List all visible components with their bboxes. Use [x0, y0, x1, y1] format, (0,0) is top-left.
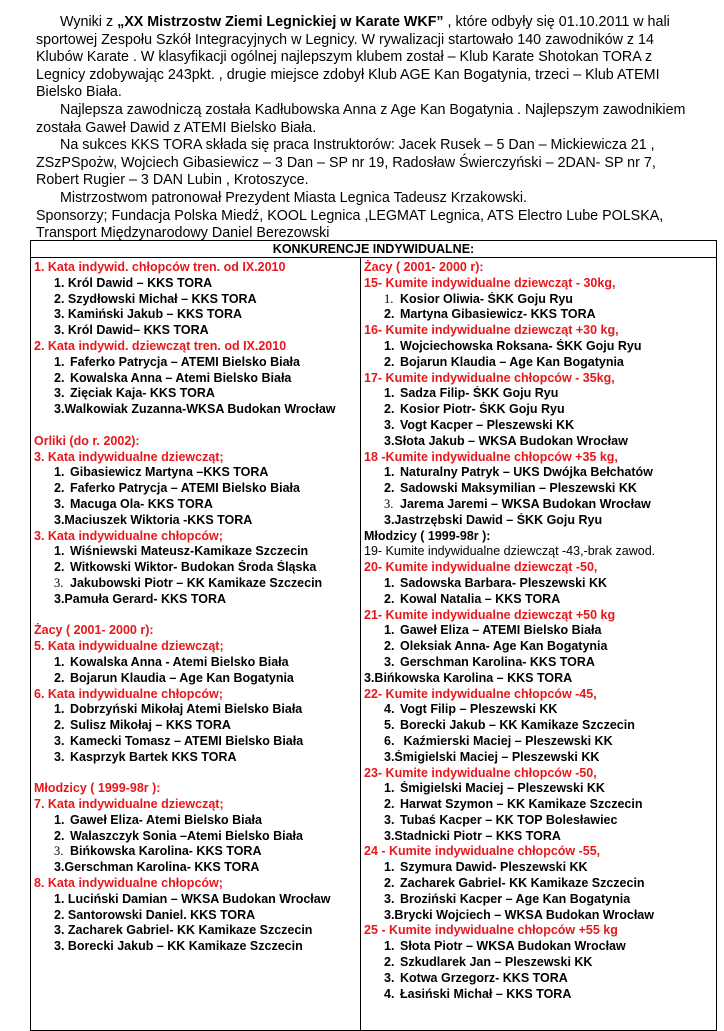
competitor-text: Gibasiewicz Martyna –KKS TORA [70, 465, 269, 480]
result-row [34, 671, 358, 687]
competitor-text: Śmigielski Maciej – Pleszewski KK [400, 781, 605, 796]
event-title: „XX Mistrzostw Ziemi Legnickiej w Karate WKF” [117, 14, 444, 30]
place-number: 2. [54, 718, 65, 733]
place-number: 4. [384, 986, 395, 1001]
result-row [34, 655, 358, 671]
result-row [34, 355, 358, 371]
result-row: 2. Szydłowski Michał – KKS TORA [54, 291, 257, 306]
place-number: 1. [384, 465, 395, 480]
category-heading: Żacy ( 2001- 2000 r): [364, 260, 484, 274]
category-heading: 17- Kumite indywidualne chłopców - 35kg, [364, 370, 615, 385]
place-number: 1. [54, 544, 65, 559]
category-heading: 2. Kata indywid. dziewcząt tren. od IX.2010 [34, 338, 287, 353]
result-row [364, 860, 714, 876]
result-row [34, 465, 358, 481]
competitor-text: Witkowski Wiktor- Budokan Środa Śląska [70, 560, 317, 575]
competitor-text: Macuga Ola- KKS TORA [70, 496, 213, 511]
place-number: 2. [384, 307, 395, 322]
place-number: 3. [384, 891, 395, 906]
result-row [34, 497, 358, 513]
place-number: 1. [384, 939, 395, 954]
category-heading: 20- Kumite indywidualne dziewcząt -50, [364, 560, 598, 575]
place-number: 3. [384, 812, 395, 827]
result-row [364, 623, 714, 639]
competitor-text: Broziński Kacper – Age Kan Bogatynia [400, 891, 631, 906]
place-number: 3. [54, 749, 65, 764]
competitor-text: Harwat Szymon – KK Kamikaze Szczecin [400, 797, 643, 812]
category-heading: 23- Kumite indywidualne chłopców -50, [364, 765, 597, 780]
place-number: 5. [384, 718, 395, 733]
result-row: 3.Słota Jakub – WKSA Budokan Wrocław [384, 433, 628, 448]
result-row: 3.Śmigielski Maciej – Pleszewski KK [384, 749, 600, 764]
place-number: 2. [54, 560, 65, 575]
place-number: 2. [384, 876, 395, 891]
intro-paragraph-5: Sponsorzy; Fundacja Polska Miedź, KOOL Legnica ,LEGMAT Legnica, ATS Electro Lube POLSKA, Transport Międzynarodowy Daniel Berezowski [36, 207, 664, 242]
result-row [364, 386, 714, 402]
result-row [364, 402, 714, 418]
competitor-text: Wojciechowska Roksana- ŚKK Goju Ryu [400, 338, 642, 353]
competitor-text: Vogt Filip – Pleszewski KK [400, 702, 558, 717]
result-row: 3.Jastrzębski Dawid – ŚKK Goju Ryu [384, 512, 603, 527]
competitor-text: Bojarun Klaudia – Age Kan Bogatynia [70, 670, 294, 685]
category-heading: 5. Kata indywidualne dziewcząt; [34, 639, 224, 654]
place-number: 4. [384, 702, 395, 717]
competitor-text: Faferko Patrycja – ATEMI Bielsko Biała [70, 354, 300, 369]
category-heading: 3. Kata indywidualne chłopców; [34, 528, 223, 543]
place-number: 2. [384, 354, 395, 369]
place-number: 2. [384, 797, 395, 812]
results-table [30, 240, 717, 1031]
category-heading: 24 - Kumite indywidualne chłopców -55, [364, 844, 601, 859]
competitor-text: Kamecki Tomasz – ATEMI Bielsko Biała [70, 733, 304, 748]
place-number: 1. [384, 338, 395, 353]
result-row [364, 592, 714, 608]
category-heading: 8. Kata indywidualne chłopców; [34, 876, 223, 891]
competitor-text: Dobrzyński Mikołaj Atemi Bielsko Biała [70, 702, 303, 717]
place-number: 1. [384, 860, 395, 875]
result-row: Młodzicy ( 1999-98r ): [364, 528, 491, 543]
place-number: 2. [54, 828, 65, 843]
result-row [364, 718, 714, 734]
result-row [364, 734, 714, 750]
result-row [364, 465, 714, 481]
place-number: 1. [54, 654, 65, 669]
competitor-text: Kasprzyk Bartek KKS TORA [70, 749, 237, 764]
place-number: 2. [384, 639, 395, 654]
result-row [364, 339, 714, 355]
place-number: 2. [54, 670, 65, 685]
competitor-text: Sadza Filip- ŚKK Goju Ryu [400, 386, 559, 401]
place-number: 2. [54, 370, 65, 385]
place-number: 6. [384, 733, 395, 748]
result-row [364, 781, 714, 797]
place-number: 2. [384, 591, 395, 606]
result-row [364, 292, 714, 308]
place-number: 3. [384, 496, 394, 511]
spacer [34, 766, 358, 782]
result-row: 3. Zacharek Gabriel- KK Kamikaze Szczecin [54, 923, 313, 938]
result-row [34, 371, 358, 387]
intro-paragraph-3: Na sukces KKS TORA składa się praca Instruktorów: Jacek Rusek – 5 Dan – Mickiewicza 21 , ZSzPSpożw, Wojciech Gibasiewicz – 3 Dan – SP nr 19, Radosław Świerczyński – 2DAN- SP nr 7, Robert Rugier – 3 DAN Lubin , Krotoszyce. [36, 137, 656, 189]
place-number: 1. [54, 354, 65, 369]
place-number: 3. [54, 844, 64, 859]
competitor-text: Kotwa Grzegorz- KKS TORA [400, 970, 568, 985]
place-number: 2. [54, 481, 65, 496]
spacer [34, 418, 358, 434]
competitor-text: Łasiński Michał – KKS TORA [400, 986, 572, 1001]
result-row [364, 955, 714, 971]
result-row: 3.Stadnicki Piotr – KKS TORA [384, 828, 561, 843]
place-number: 1. [384, 575, 395, 590]
result-row [364, 971, 714, 987]
result-row [364, 892, 714, 908]
place-number: 3. [54, 733, 65, 748]
competitor-text: Kaźmierski Maciej – Pleszewski KK [400, 733, 613, 748]
competitor-text: Bojarun Klaudia – Age Kan Bogatynia [400, 354, 624, 369]
competitor-text: Sulisz Mikołaj – KKS TORA [70, 718, 231, 733]
competitor-text: Kowal Natalia – KKS TORA [400, 591, 561, 606]
competitor-text: Szkudlarek Jan – Pleszewski KK [400, 955, 593, 970]
result-row: 1. Luciński Damian – WKSA Budokan Wrocław [54, 891, 331, 906]
competitor-text: Borecki Jakub – KK Kamikaze Szczecin [400, 718, 635, 733]
intro-p1-post: , które odbyły się 01.10.2011 w hali sportowej Zespołu Szkół Integracyjnych w Legnicy. W rywalizacji startowało 140 zawodników z 14 Klubów Karate . W klasyfikacji ogólnej najlepszym klubem został – Klub Karate Shotokan TORA z Legnicy zdobywając 243pkt. , drugie miejsce zdobył Klub AGE Kan Bogatynia, trzeci – Klub ATEMI Bielsko Biała. [36, 14, 670, 101]
place-number: 2. [384, 402, 395, 417]
competitor-text: Kowalska Anna - Atemi Bielsko Biała [70, 654, 289, 669]
competitor-text: Zacharek Gabriel- KK Kamikaze Szczecin [400, 876, 645, 891]
place-number: 3. [384, 417, 395, 432]
result-row [364, 655, 714, 671]
result-row [364, 939, 714, 955]
result-row [364, 481, 714, 497]
competitor-text: Kosior Piotr- ŚKK Goju Ryu [400, 402, 565, 417]
competitor-text: Vogt Kacper – Pleszewski KK [400, 417, 575, 432]
place-number: 2. [384, 955, 395, 970]
category-heading: 21- Kumite indywidualne dziewcząt +50 kg [364, 607, 616, 622]
intro-paragraph-4: Mistrzostwom patronował Prezydent Miasta Legnica Tadeusz Krzakowski. [60, 189, 527, 206]
result-row [364, 702, 714, 718]
intro-paragraph-1 [36, 14, 690, 102]
result-row [364, 876, 714, 892]
result-row: 3.Maciuszek Wiktoria -KKS TORA [54, 512, 253, 527]
result-row [364, 355, 714, 371]
competitor-text: Gaweł Eliza- Atemi Bielsko Biała [70, 812, 262, 827]
competitor-text: Gerschman Karolina- KKS TORA [400, 654, 595, 669]
competitor-text: Słota Piotr – WKSA Budokan Wrocław [400, 939, 626, 954]
result-row [34, 750, 358, 766]
place-number: 1. [384, 781, 395, 796]
result-row [34, 718, 358, 734]
category-heading: 18 -Kumite indywidualne chłopców +35 kg, [364, 449, 618, 464]
place-number: 3. [54, 386, 65, 401]
place-number: 3. [54, 496, 65, 511]
competitor-text: Sadowska Barbara- Pleszewski KK [400, 575, 608, 590]
place-number: 1. [54, 465, 65, 480]
competitor-text: Wiśniewski Mateusz-Kamikaze Szczecin [70, 544, 309, 559]
place-number: 3. [54, 575, 64, 590]
left-column [31, 258, 361, 1031]
result-row: 3.Brycki Wojciech – WKSA Budokan Wrocław [384, 907, 654, 922]
result-row: 3. Kamiński Jakub – KKS TORA [54, 307, 243, 322]
result-row: 2. Santorowski Daniel. KKS TORA [54, 907, 256, 922]
result-row: 3.Gerschman Karolina- KKS TORA [54, 860, 260, 875]
competitor-text: Walaszczyk Sonia –Atemi Bielsko Biała [70, 828, 303, 843]
place-number: 3. [384, 970, 395, 985]
result-row [364, 813, 714, 829]
result-row [364, 418, 714, 434]
result-row: 3.Bińkowska Karolina – KKS TORA [364, 670, 573, 685]
intro-text [36, 14, 690, 243]
place-number: 1. [384, 623, 395, 638]
competitor-text: Oleksiak Anna- Age Kan Bogatynia [400, 639, 608, 654]
result-row: 3.Walkowiak Zuzanna-WKSA Budokan Wrocław [54, 402, 336, 417]
result-row: 1. Król Dawid – KKS TORA [54, 275, 213, 290]
right-column [361, 258, 717, 1031]
result-row [34, 734, 358, 750]
category-heading: 15- Kumite indywidualne dziewcząt - 30kg, [364, 275, 616, 290]
result-row: 19- Kumite indywidualne dziewcząt -43,-brak zawod. [364, 544, 656, 559]
competitor-text: Faferko Patrycja – ATEMI Bielsko Biała [70, 481, 300, 496]
competitor-text: Bińkowska Karolina- KKS TORA [70, 844, 262, 859]
competitor-text: Kosior Oliwia- ŚKK Goju Ryu [400, 291, 573, 306]
competitor-text: Jakubowski Piotr – KK Kamikaze Szczecin [70, 575, 323, 590]
result-row [34, 386, 358, 402]
category-heading: 3. Kata indywidualne dziewcząt; [34, 449, 224, 464]
result-row [34, 702, 358, 718]
result-row [364, 497, 714, 513]
category-heading: Młodzicy ( 1999-98r ): [34, 781, 161, 796]
result-row [364, 307, 714, 323]
competitor-text: Martyna Gibasiewicz- KKS TORA [400, 307, 596, 322]
competitor-text: Zięciak Kaja- KKS TORA [70, 386, 215, 401]
intro-p1-pre: Wyniki z [60, 14, 118, 30]
category-heading: Żacy ( 2001- 2000 r): [34, 623, 154, 638]
place-number: 1. [384, 291, 394, 306]
category-heading: 25 - Kumite indywidualne chłopców +55 kg [364, 923, 618, 938]
result-row [34, 560, 358, 576]
result-row [364, 987, 714, 1003]
competitor-text: Kowalska Anna – Atemi Bielsko Biała [70, 370, 292, 385]
competitor-text: Tubaś Kacper – KK TOP Bolesławiec [400, 812, 618, 827]
result-row [34, 576, 358, 592]
place-number: 2. [384, 481, 395, 496]
category-heading: 1. Kata indywid. chłopców tren. od IX.2010 [34, 260, 286, 274]
intro-paragraph-2: Najlepsza zawodniczą została Kadłubowska Anna z Age Kan Bogatynia . Najlepszym zawodnikiem została Gaweł Dawid z ATEMI Bielsko Biała. [36, 101, 686, 136]
result-row [34, 829, 358, 845]
place-number: 1. [54, 702, 65, 717]
place-number: 3. [384, 654, 395, 669]
category-heading: Orliki (do r. 2002): [34, 433, 140, 448]
result-row [364, 639, 714, 655]
competitor-text: Sadowski Maksymilian – Pleszewski KK [400, 481, 637, 496]
category-heading: 22- Kumite indywidualne chłopców -45, [364, 686, 597, 701]
category-heading: 16- Kumite indywidualne dziewcząt +30 kg, [364, 323, 619, 338]
competitor-text: Szymura Dawid- Pleszewski KK [400, 860, 588, 875]
competitor-text: Naturalny Patryk – UKS Dwójka Bełchatów [400, 465, 653, 480]
place-number: 1. [384, 386, 395, 401]
result-row [34, 813, 358, 829]
result-row: 3. Król Dawid– KKS TORA [54, 323, 209, 338]
category-heading: 6. Kata indywidualne chłopców; [34, 686, 223, 701]
spacer [34, 608, 358, 624]
result-row: 3.Pamuła Gerard- KKS TORA [54, 591, 227, 606]
place-number: 1. [54, 812, 65, 827]
competitor-text: Jarema Jaremi – WKSA Budokan Wrocław [400, 496, 651, 511]
category-heading: 7. Kata indywidualne dziewcząt; [34, 797, 224, 812]
result-row [34, 481, 358, 497]
result-row [34, 844, 358, 860]
result-row [364, 576, 714, 592]
result-row [364, 797, 714, 813]
result-row [34, 544, 358, 560]
competitor-text: Gaweł Eliza – ATEMI Bielsko Biała [400, 623, 602, 638]
table-header: KONKURENCJE INDYWIDUALNE: [31, 241, 717, 258]
result-row: 3. Borecki Jakub – KK Kamikaze Szczecin [54, 939, 303, 954]
